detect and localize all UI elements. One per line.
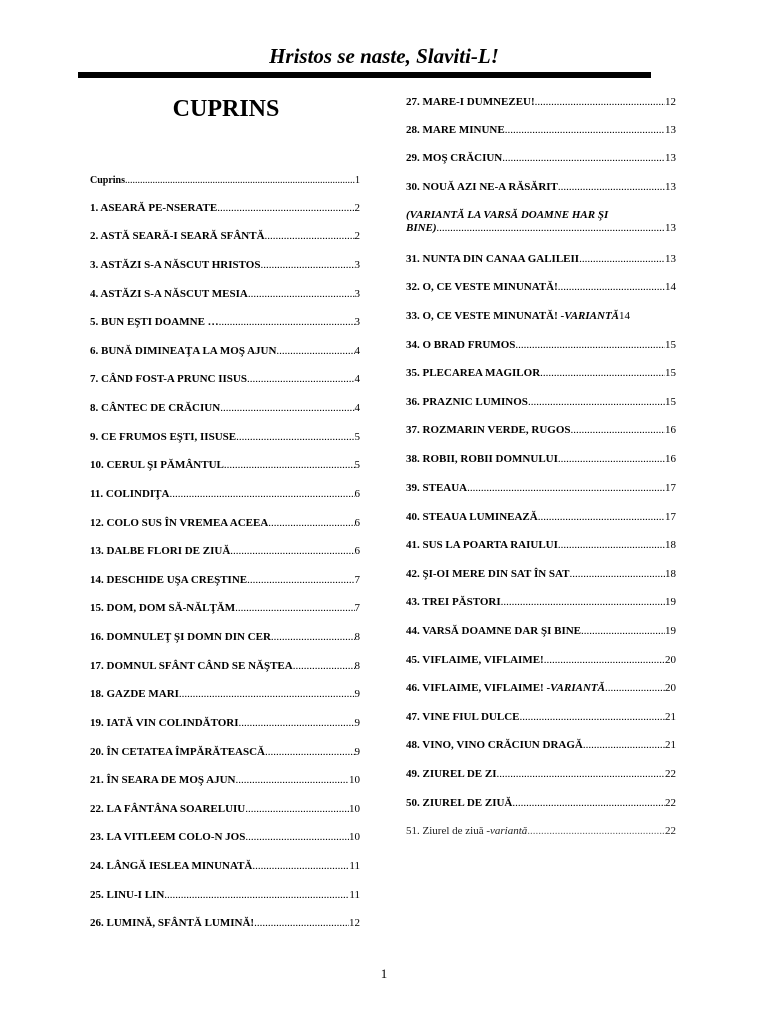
toc-dot-leader <box>217 202 354 215</box>
toc-dot-leader <box>527 825 665 838</box>
toc-entry-title: 4. ASTĂZI S-A NĂSCUT MESIA <box>90 288 248 300</box>
toc-entry[interactable] <box>90 574 360 587</box>
toc-dot-leader <box>220 402 354 415</box>
toc-entry-page: 10 <box>349 831 360 843</box>
toc-entry-title: 39. STEAUA <box>406 482 468 494</box>
toc-entry-page: 13 <box>665 124 676 136</box>
toc-entry-page: 20 <box>665 682 676 694</box>
toc-entry-title: 9. CE FRUMOS EŞTI, IISUSE <box>90 431 237 443</box>
toc-entry-page: 15 <box>665 339 676 351</box>
toc-entry[interactable] <box>406 625 676 638</box>
toc-entry-page: 3 <box>354 288 360 300</box>
toc-entry-title: 7. CÂND FOST-A PRUNC IISUS <box>90 373 247 385</box>
toc-entry[interactable] <box>406 482 676 495</box>
toc-entry-title: 30. NOUĂ AZI NE-A RĂSĂRIT <box>406 181 558 193</box>
toc-entry-title: 14. DESCHIDE UŞA CREŞTINE <box>90 574 248 586</box>
toc-entry-title: 41. SUS LA POARTA RAIULUI <box>406 539 558 551</box>
toc-entry[interactable] <box>406 253 676 266</box>
toc-entry-title: 19. IATĂ VIN COLINDĂTORI <box>90 717 239 729</box>
toc-dot-leader <box>293 660 355 673</box>
toc-entry-page: 6 <box>354 545 360 557</box>
toc-entry[interactable] <box>90 831 360 844</box>
toc-entry-title: 22. LA FÂNTÂNA SOARELUIU <box>90 803 246 815</box>
toc-entry-title-italic: VARIANTĂ <box>564 310 620 322</box>
toc-entry-page: 21 <box>665 711 676 723</box>
toc-dot-leader <box>558 281 665 294</box>
toc-entry[interactable] <box>90 803 360 816</box>
toc-entry[interactable] <box>90 517 360 530</box>
toc-dot-leader <box>528 396 665 409</box>
toc-entry-title: 25. LINU-I LIN <box>90 889 165 901</box>
toc-entry-page: 11 <box>349 860 360 872</box>
toc-entry-title: 51. Ziurel de ziuă - <box>406 825 490 837</box>
toc-entry[interactable] <box>90 288 360 301</box>
toc-dot-leader <box>515 339 665 352</box>
toc-entry-page: 17 <box>665 511 676 523</box>
toc-entry-title: 50. ZIUREL DE ZIUĂ <box>406 797 513 809</box>
toc-entry-page: 4 <box>354 373 360 385</box>
toc-entry[interactable] <box>90 174 360 187</box>
toc-entry-page: 9 <box>354 717 360 729</box>
toc-entry-page: 2 <box>354 230 360 242</box>
toc-entry[interactable] <box>406 339 676 352</box>
toc-dot-leader <box>467 482 665 495</box>
toc-dot-leader <box>579 253 665 266</box>
toc-dot-leader <box>265 230 355 243</box>
toc-entry-title: 2. ASTĂ SEARĂ-I SEARĂ SFÂNTĂ <box>90 230 265 242</box>
toc-entry-title: 8. CÂNTEC DE CRĂCIUN <box>90 402 221 414</box>
toc-entry[interactable] <box>90 717 360 730</box>
toc-dot-leader <box>179 688 355 701</box>
toc-entry[interactable] <box>406 568 676 581</box>
toc-entry[interactable] <box>90 688 360 701</box>
toc-entry[interactable] <box>406 511 676 524</box>
toc-dot-leader <box>247 373 355 386</box>
toc-entry[interactable] <box>406 152 676 165</box>
toc-entry[interactable] <box>406 453 676 466</box>
toc-dot-leader <box>540 367 665 380</box>
toc-entry-page: 15 <box>665 367 676 379</box>
toc-dot-leader <box>219 316 355 329</box>
toc-entry-page: 19 <box>665 596 676 608</box>
toc-entry[interactable] <box>90 259 360 272</box>
toc-entry-page: 7 <box>354 602 360 614</box>
toc-entry-page: 12 <box>349 917 360 929</box>
toc-dot-leader <box>605 682 665 695</box>
toc-entry[interactable] <box>406 396 676 409</box>
toc-entry-title: 21. ÎN SEARA DE MOŞ AJUN <box>90 774 236 786</box>
toc-entry-page: 14 <box>665 281 676 293</box>
toc-entry-page: 12 <box>665 96 676 108</box>
toc-entry-page: 16 <box>665 453 676 465</box>
toc-entry-title: 43. TREI PĂSTORI <box>406 596 501 608</box>
toc-entry-title: 11. COLINDIŢA <box>90 488 170 500</box>
toc-entry-page: 6 <box>354 488 360 500</box>
toc-entry[interactable] <box>406 310 676 323</box>
toc-dot-leader <box>224 459 355 472</box>
toc-entry-title: 34. O BRAD FRUMOS <box>406 339 516 351</box>
toc-entry-title: 40. STEAUA LUMINEAZĂ <box>406 511 538 523</box>
toc-entry-page: 8 <box>354 631 360 643</box>
toc-dot-leader <box>235 774 349 787</box>
toc-dot-leader <box>437 222 665 235</box>
toc-entry[interactable] <box>90 373 360 386</box>
toc-entry-page: 22 <box>665 768 676 780</box>
toc-entry-title: 15. DOM, DOM SĂ-NĂLŢĂM <box>90 602 236 614</box>
toc-dot-leader <box>558 181 665 194</box>
toc-entry-title: 20. ÎN CETATEA ÎMPĂRĂTEASCĂ <box>90 746 266 758</box>
toc-entry-page: 11 <box>349 889 360 901</box>
toc-entry-title: 36. PRAZNIC LUMINOS <box>406 396 528 408</box>
toc-dot-leader <box>245 803 349 816</box>
toc-entry-page: 9 <box>354 746 360 758</box>
toc-entry-page: 14 <box>619 310 631 322</box>
toc-entry[interactable] <box>406 367 676 380</box>
toc-entry-title: 29. MOŞ CRĂCIUN <box>406 152 503 164</box>
toc-entry-page: 17 <box>665 482 676 494</box>
toc-dot-leader <box>164 889 349 902</box>
toc-entry[interactable] <box>90 316 360 329</box>
toc-entry-page: 10 <box>349 803 360 815</box>
toc-entry-page: 13 <box>665 222 676 234</box>
toc-dot-leader <box>125 174 355 187</box>
toc-entry-page: 6 <box>354 517 360 529</box>
toc-heading: CUPRINS <box>172 96 280 122</box>
toc-entry[interactable] <box>406 739 676 752</box>
toc-entry-page: 22 <box>665 825 676 837</box>
toc-entry-title-italic: VARIANTĂ <box>550 682 605 694</box>
toc-dot-leader <box>252 860 349 873</box>
toc-dot-leader <box>236 431 354 444</box>
toc-entry[interactable] <box>90 230 360 243</box>
toc-entry-title: 45. VIFLAIME, VIFLAIME! <box>406 654 544 666</box>
toc-entry-title: 13. DALBE FLORI DE ZIUĂ <box>90 545 231 557</box>
page-number: 1 <box>380 966 388 981</box>
toc-entry-page: 16 <box>665 424 676 436</box>
toc-entry-title: 26. LUMINĂ, SFÂNTĂ LUMINĂ! <box>90 917 255 929</box>
toc-entry-page: 1 <box>355 175 360 186</box>
toc-entry-title-line: (VARIANTĂ LA VARSĂ DOAMNE HAR ŞI <box>406 209 609 221</box>
toc-entry-title: 5. BUN EŞTI DOAMNE … <box>90 316 219 328</box>
toc-dot-leader <box>583 739 665 752</box>
toc-entry[interactable] <box>406 181 676 194</box>
toc-entry-title: 48. VINO, VINO CRĂCIUN DRAGĂ <box>406 739 583 751</box>
toc-entry-title: 38. ROBII, ROBII DOMNULUI <box>406 453 558 465</box>
toc-dot-leader <box>230 545 354 558</box>
toc-entry-title: 37. ROZMARIN VERDE, RUGOS <box>406 424 571 436</box>
toc-entry-page: 15 <box>665 396 676 408</box>
toc-dot-leader <box>260 259 354 272</box>
toc-entry[interactable] <box>406 96 676 109</box>
toc-entry-page: 5 <box>354 431 360 443</box>
toc-entry-page: 19 <box>665 625 676 637</box>
toc-dot-leader <box>276 345 354 358</box>
toc-entry[interactable] <box>90 545 360 558</box>
toc-dot-leader <box>235 602 354 615</box>
toc-entry-page: 4 <box>354 402 360 414</box>
toc-entry[interactable] <box>90 402 360 415</box>
toc-entry-title: 31. NUNTA DIN CANAA GALILEII <box>406 253 580 265</box>
toc-entry-title: 16. DOMNULEŢ ŞI DOMN DIN CER <box>90 631 271 643</box>
toc-entry-page: 20 <box>665 654 676 666</box>
toc-entry-title: 23. LA VITLEEM COLO-N JOS <box>90 831 246 843</box>
toc-entry[interactable] <box>90 345 360 358</box>
toc-entry[interactable] <box>406 682 676 695</box>
toc-dot-leader <box>570 568 665 581</box>
toc-entry-page: 9 <box>354 688 360 700</box>
toc-dot-leader <box>544 654 665 667</box>
toc-dot-leader <box>512 797 665 810</box>
toc-dot-leader <box>538 511 665 524</box>
toc-entry-title-line: BINE) <box>406 222 437 234</box>
toc-dot-leader <box>496 768 665 781</box>
toc-entry[interactable] <box>90 488 360 501</box>
toc-entry-title: 3. ASTĂZI S-A NĂSCUT HRISTOS <box>90 259 261 271</box>
toc-entry-title: 46. VIFLAIME, VIFLAIME! - <box>406 682 551 694</box>
toc-entry-title: 35. PLECAREA MAGILOR <box>406 367 541 379</box>
toc-dot-leader <box>268 517 354 530</box>
toc-entry[interactable] <box>406 596 676 609</box>
toc-entry-page: 18 <box>665 539 676 551</box>
toc-dot-leader <box>501 596 665 609</box>
toc-entry-page: 8 <box>354 660 360 672</box>
toc-entry-title: 17. DOMNUL SFÂNT CÂND SE NĂŞTEA <box>90 660 293 672</box>
toc-entry-title: 44. VARSĂ DOAMNE DAR ŞI BINE <box>406 625 582 637</box>
toc-dot-leader <box>520 711 666 724</box>
toc-entry-page: 21 <box>665 739 676 751</box>
toc-entry[interactable] <box>406 281 676 294</box>
toc-entry-title: 33. O, CE VESTE MINUNATĂ! - <box>406 310 565 322</box>
toc-entry[interactable] <box>90 917 360 930</box>
toc-dot-leader <box>558 453 665 466</box>
toc-dot-leader <box>502 152 665 165</box>
toc-entry-page: 4 <box>354 345 360 357</box>
page-header-title: Hristos se naste, Slaviti-L! <box>269 44 499 68</box>
toc-entry-title: 1. ASEARĂ PE-NSERATE <box>90 202 218 214</box>
toc-entry-title: 42. ŞI-OI MERE DIN SAT ÎN SAT <box>406 568 570 580</box>
toc-dot-leader <box>248 288 355 301</box>
toc-entry-title: Cuprins <box>90 175 126 186</box>
toc-entry-title: 18. GAZDE MARI <box>90 688 179 700</box>
toc-dot-leader <box>571 424 665 437</box>
toc-entry-variant[interactable] <box>406 209 676 235</box>
toc-entry[interactable] <box>406 424 676 437</box>
toc-entry[interactable] <box>406 768 676 781</box>
toc-entry[interactable] <box>406 711 676 724</box>
toc-entry-page: 13 <box>665 253 676 265</box>
toc-dot-leader <box>239 717 355 730</box>
toc-dot-leader <box>535 96 665 109</box>
toc-entry-page: 5 <box>354 459 360 471</box>
toc-entry-page: 13 <box>665 152 676 164</box>
toc-entry-page: 10 <box>349 774 360 786</box>
toc-entry-title: 49. ZIUREL DE ZI <box>406 768 497 780</box>
toc-entry[interactable] <box>90 660 360 673</box>
toc-dot-leader <box>558 539 665 552</box>
toc-entry-page: 18 <box>665 568 676 580</box>
toc-entry[interactable] <box>406 825 676 838</box>
toc-entry-title: 24. LÂNGĂ IESLEA MINUNATĂ <box>90 860 253 872</box>
toc-entry-title: 6. BUNĂ DIMINEAŢA LA MOŞ AJUN <box>90 345 277 357</box>
toc-entry-title: 28. MARE MINUNE <box>406 124 505 136</box>
toc-dot-leader <box>271 631 355 644</box>
toc-entry[interactable] <box>90 860 360 873</box>
toc-entry[interactable] <box>90 459 360 472</box>
toc-entry[interactable] <box>90 889 360 902</box>
toc-dot-leader <box>169 488 354 501</box>
toc-entry-page: 22 <box>665 797 676 809</box>
toc-entry[interactable] <box>90 602 360 615</box>
toc-entry-page: 2 <box>354 202 360 214</box>
toc-entry[interactable] <box>406 797 676 810</box>
toc-entry-page: 13 <box>665 181 676 193</box>
toc-entry-title: 27. MARE-I DUMNEZEU! <box>406 96 535 108</box>
toc-entry[interactable] <box>406 539 676 552</box>
toc-entry-page: 7 <box>354 574 360 586</box>
toc-entry-title: 10. CERUL ŞI PĂMÂNTUL <box>90 459 224 471</box>
toc-entry[interactable] <box>90 431 360 444</box>
toc-dot-leader <box>254 917 349 930</box>
toc-entry-page: 3 <box>354 316 360 328</box>
toc-entry-title-italic: variantă <box>490 825 528 837</box>
toc-entry[interactable] <box>90 774 360 787</box>
toc-dot-leader <box>265 746 354 759</box>
toc-entry-title: 12. COLO SUS ÎN VREMEA ACEEA <box>90 517 269 529</box>
toc-entry[interactable] <box>90 746 360 759</box>
toc-dot-leader <box>581 625 665 638</box>
toc-entry[interactable] <box>406 124 676 137</box>
toc-entry[interactable] <box>90 631 360 644</box>
toc-dot-leader <box>505 124 665 137</box>
header-divider <box>78 72 651 78</box>
toc-entry-title: 32. O, CE VESTE MINUNATĂ! <box>406 281 558 293</box>
toc-entry-title: 47. VINE FIUL DULCE <box>406 711 520 723</box>
toc-entry[interactable] <box>406 654 676 667</box>
toc-entry[interactable] <box>90 202 360 215</box>
toc-dot-leader <box>247 574 354 587</box>
toc-entry-page: 3 <box>354 259 360 271</box>
toc-dot-leader <box>245 831 349 844</box>
